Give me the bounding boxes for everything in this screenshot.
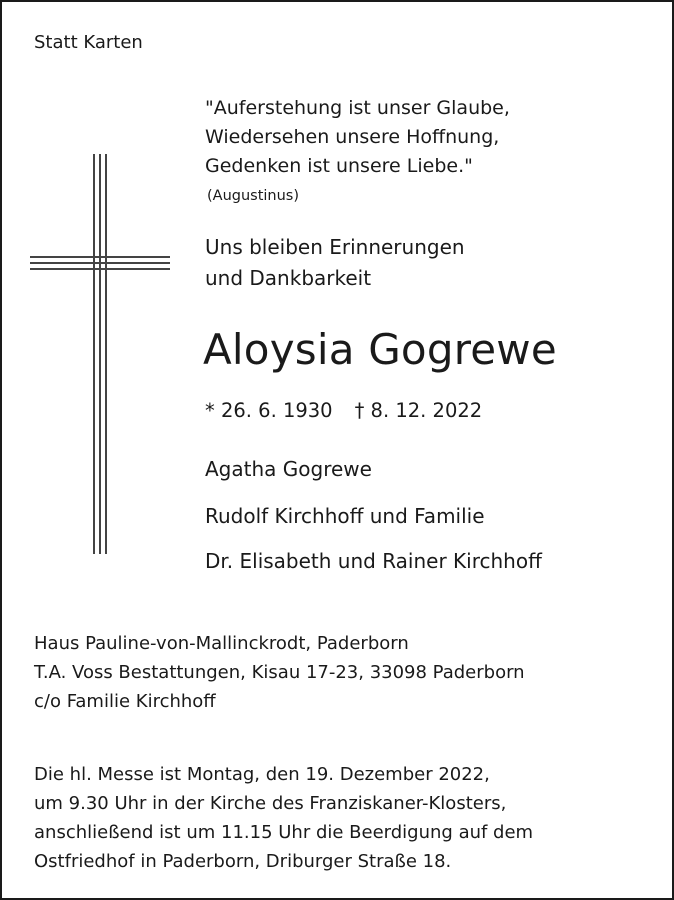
quote-source: (Augustinus)	[207, 188, 300, 204]
address-line: c/o Familie Kirchhoff	[34, 691, 216, 712]
death-date: † 8. 12. 2022	[354, 399, 483, 422]
quote-line: "Auferstehung ist unser Glaube,	[205, 97, 510, 119]
address-line: Haus Pauline-von-Mallinckrodt, Paderborn	[34, 633, 409, 654]
cross-icon	[30, 154, 170, 558]
mourner: Agatha Gogrewe	[205, 457, 372, 481]
mourner: Rudolf Kirchhoff und Familie	[205, 504, 485, 528]
mourner: Dr. Elisabeth und Rainer Kirchhoff	[205, 549, 542, 573]
life-dates	[205, 399, 482, 422]
quote-line: Wiedersehen unsere Hoffnung,	[205, 126, 500, 148]
intro-line: und Dankbarkeit	[205, 266, 372, 290]
service-line: Ostfriedhof in Paderborn, Driburger Straße 18.	[34, 851, 452, 872]
intro-text	[205, 232, 465, 294]
birth-date: * 26. 6. 1930	[205, 399, 333, 422]
quote-line: Gedenken ist unsere Liebe."	[205, 155, 473, 177]
service-line: um 9.30 Uhr in der Kirche des Franziskaner-Klosters,	[34, 793, 507, 814]
service-info	[34, 760, 533, 876]
intro-line: Uns bleiben Erinnerungen	[205, 235, 465, 259]
address-block	[34, 629, 525, 716]
header-note: Statt Karten	[34, 32, 143, 53]
service-line: Die hl. Messe ist Montag, den 19. Dezember 2022,	[34, 764, 490, 785]
quote	[205, 94, 510, 181]
deceased-name: Aloysia Gogrewe	[203, 325, 557, 374]
address-line: T.A. Voss Bestattungen, Kisau 17-23, 33098 Paderborn	[34, 662, 525, 683]
service-line: anschließend ist um 11.15 Uhr die Beerdigung auf dem	[34, 822, 534, 843]
